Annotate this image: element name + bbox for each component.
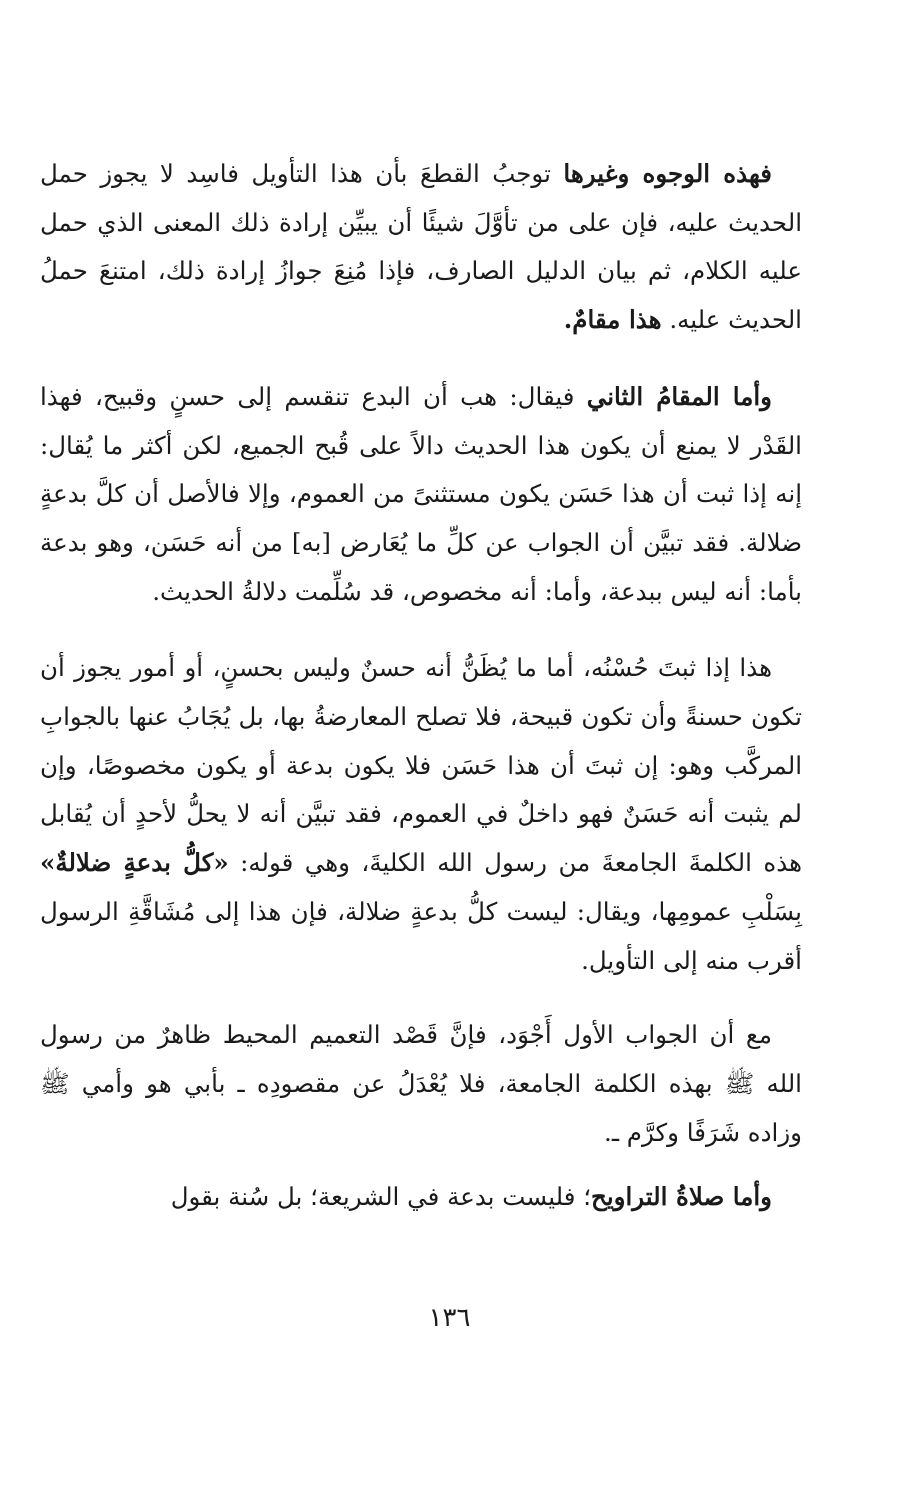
paragraph-second-position (40, 373, 802, 617)
bold-lead: وأما المقامُ الثاني (586, 381, 772, 411)
bold-lead: وأما صلاةُ التراويح (591, 1182, 772, 1212)
bold-phrase: هذا مقامٌ. (563, 305, 662, 335)
text-run: فيقال: هب أن البدع تنقسم إلى حسنٍ وقبيح، فهذا القَدْر لا يمنع أن يكون هذا الحديث دالاً على قُبح الجميع، لكن أكثر ما يُقال: إنه إذا ثبت أن هذا حَسَن يكون مستثنىً من العموم، وإلا فالأصل أن كلَّ بدعةٍ ضلالة. فقد تبيَّن أن الجواب عن كلِّ ما يُعَارض [به] من أنه حَسَن، وهو بدعة بأما: أنه ليس ببدعة، وأما: أنه مخصوص، قد سُلِّمت دلالةُ الحديث. (40, 381, 802, 606)
paragraph-first-position (40, 150, 802, 345)
hadith-quote: «كلُّ بدعةٍ ضلالةٌ» (40, 848, 229, 878)
paragraph-first-answer (40, 1011, 802, 1157)
text-run: ؛ فليست بدعة في الشريعة؛ بل سُنة بقول (170, 1182, 591, 1212)
page-body (40, 150, 802, 1222)
page-number: ١٣٦ (428, 1303, 471, 1333)
text-run: هذا إذا ثبتَ حُسْنُه، أما ما يُظَنُّ أنه حسنٌ وليس بحسنٍ، أو أمور يجوز أن تكون حسنةً وأن تكون قبيحة، فلا تصلح المعارضةُ بها، بل يُجَابُ عنها بالجوابِ المركَّب وهو: إن ثبتَ أن هذا حَسَن فلا يكون بدعة أو يكون مخصوصًا، وإن لم يثبت أنه حَسَنٌ فهو داخلٌ في العموم، فقد تبيَّن أنه لا يحلُّ لأحدٍ أن يُقابل هذه الكلمةَ الجامعةَ من رسول الله الكليةَ، وهي قوله: (40, 653, 803, 878)
text-run: بِسَلْبِ عمومِها، ويقال: ليست كلُّ بدعةٍ ضلالة، فإن هذا إلى مُشَاقَّةِ الرسول أقرب منه إلى التأويل. (40, 896, 802, 975)
text-run: توجبُ القطعَ بأن هذا التأويل فاسِد لا يجوز حمل الحديث عليه، فإن على من تأوَّلَ شيئًا أن يبيِّن إرادة ذلك المعنى الذي حمل عليه الكلام، ثم بيان الدليل الصارف، فإذا مُنِعَ جوازُ إرادة ذلك، امتنعَ حملُ الحديث عليه. (40, 159, 802, 335)
paragraph-taraweeh (40, 1173, 802, 1222)
text-run: مع أن الجواب الأول أَجْوَد، فإنَّ قَصْد التعميم المحيط ظاهرٌ من رسول الله ﷺ بهذه الكلمة الجامعة، فلا يُعْدَلُ عن مقصودِه ـ بأبي هو وأمي ﷺ وزاده شَرَفًا وكرَّم ـ. (40, 1020, 802, 1147)
paragraph-proven-goodness (40, 644, 802, 985)
bold-lead: فهذه الوجوه وغيرها (563, 159, 772, 188)
